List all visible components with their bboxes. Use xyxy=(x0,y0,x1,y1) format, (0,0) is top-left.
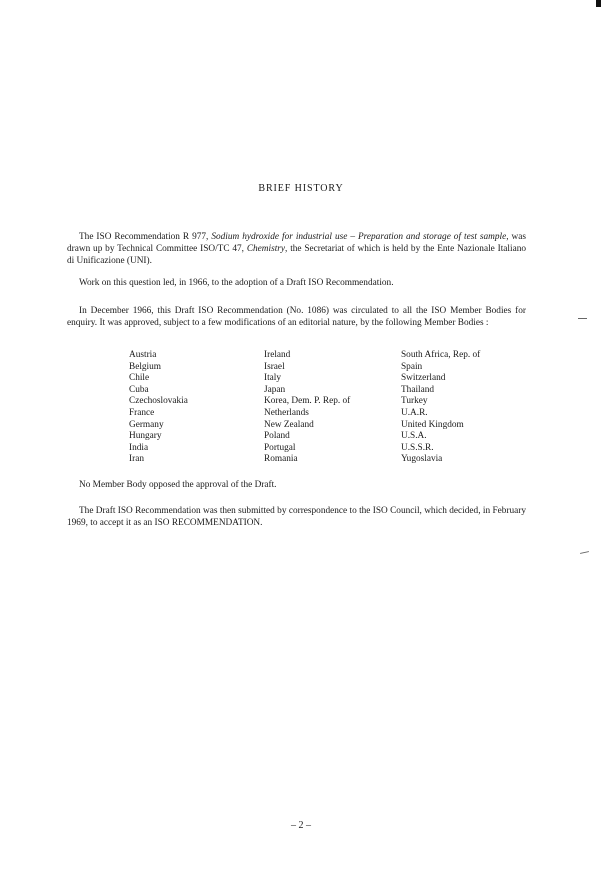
member-body-item: Turkey xyxy=(401,396,428,407)
member-body-item: Ireland xyxy=(264,350,291,360)
member-bodies-column-2 xyxy=(264,350,350,466)
member-body-item: Belgium xyxy=(129,361,162,372)
member-body-item: France xyxy=(129,407,155,418)
member-body-item: Cuba xyxy=(129,384,149,395)
member-bodies-column-1 xyxy=(129,350,188,466)
member-body-item: U.S.S.R. xyxy=(401,442,434,453)
scan-edge-mark xyxy=(596,0,601,7)
member-body-item: Germany xyxy=(129,419,164,430)
member-body-item: Switzerland xyxy=(401,373,446,384)
council-paragraph xyxy=(67,506,526,530)
recommendation-title: Sodium hydroxide for industrial use – Preparation and storage of test sample xyxy=(211,232,507,242)
member-body-item: Japan xyxy=(264,384,286,395)
margin-mark xyxy=(580,551,589,554)
member-body-item: South Africa, Rep. of xyxy=(401,350,481,360)
member-body-item: United Kingdom xyxy=(401,419,464,430)
member-body-item: New Zealand xyxy=(264,419,314,430)
page-number: – 2 – xyxy=(291,820,311,831)
member-body-item: Hungary xyxy=(129,431,162,442)
member-body-item: India xyxy=(129,442,149,453)
enquiry-paragraph xyxy=(67,306,526,330)
member-body-item: Israel xyxy=(264,361,285,372)
intro-text-start: The ISO Recommendation R 977, xyxy=(79,232,212,242)
enquiry-text: In December 1966, this Draft ISO Recommendation (No. 1086) was circulated to all the ISO Member Bodies for enquiry. It was approved, subject to a few modifications of an editorial nature, by the following Member Bodies : xyxy=(67,306,526,328)
member-body-item: Netherlands xyxy=(264,407,309,418)
intro-text-middle: , was drawn up by Technical Committee ISO/TC 47, xyxy=(67,232,526,254)
section-heading: BRIEF HISTORY xyxy=(258,183,344,194)
member-body-item: Iran xyxy=(129,454,144,465)
member-body-item: Thailand xyxy=(401,384,435,395)
member-body-item: U.S.A. xyxy=(401,431,427,442)
member-body-item: Austria xyxy=(129,350,157,360)
member-body-item: Czechoslovakia xyxy=(129,396,188,407)
member-body-item: Portugal xyxy=(264,442,296,453)
work-paragraph xyxy=(67,278,526,290)
member-body-item: Italy xyxy=(264,373,282,384)
opposition-paragraph xyxy=(67,480,526,492)
member-bodies-column-3 xyxy=(401,350,480,466)
intro-paragraph xyxy=(67,232,526,267)
intro-text-end: , the Secretariat of which is held by the Ente Nazionale Italiano di Unificazione (UNI). xyxy=(67,243,526,266)
opposition-text: No Member Body opposed the approval of the Draft. xyxy=(79,480,277,490)
council-text: The Draft ISO Recommendation was then submitted by correspondence to the ISO Council, which decided, in February 1969, to accept it as an ISO RECOMMENDATION. xyxy=(67,506,526,528)
member-body-item: Spain xyxy=(401,361,423,372)
member-body-item: Romania xyxy=(264,454,298,465)
member-body-item: Yugoslavia xyxy=(401,454,443,465)
member-body-item: Chile xyxy=(129,373,150,384)
work-text: Work on this question led, in 1966, to the adoption of a Draft ISO Recommendation. xyxy=(79,278,394,288)
member-body-item: Korea, Dem. P. Rep. of xyxy=(264,396,351,407)
member-body-item: Poland xyxy=(264,431,290,442)
member-body-item: U.A.R. xyxy=(401,407,428,418)
committee-name: Chemistry xyxy=(246,243,286,254)
margin-mark xyxy=(578,318,587,319)
